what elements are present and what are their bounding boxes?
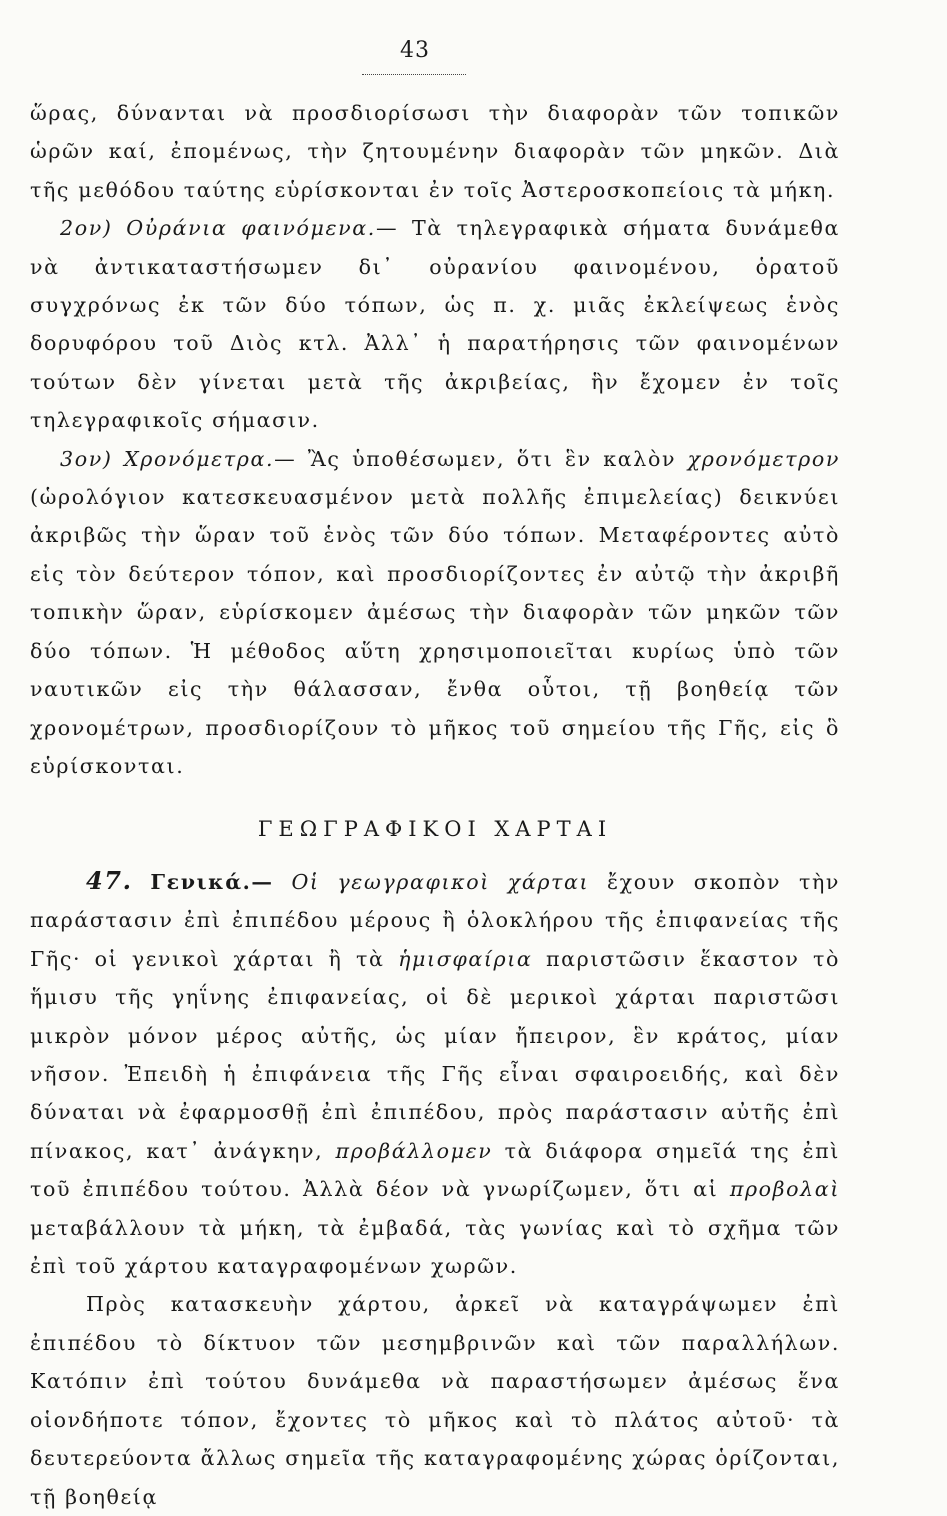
general-text-d: τὰ διάφορα σημεῖά της ἐπὶ τοῦ ἐπιπέδου τούτου. Ἀλλὰ δέον νὰ γνωρίζωμεν, ὅτι αἱ <box>30 1138 840 1202</box>
paragraph-celestial-phenomena <box>30 209 840 439</box>
projections-term: προβολαὶ <box>729 1177 840 1202</box>
paragraph-map-construction: Πρὸς κατασκευὴν χάρτου, ἀρκεῖ νὰ καταγράψωμεν ἐπὶ ἐπιπέδου τὸ δίκτυον τῶν μεσημβρινῶν καὶ τῶν παραλλήλων. Κατόπιν ἐπὶ τούτου δυνάμεθα νὰ παραστήσωμεν ἀμέσως ἕνα οἱονδήποτε τόπον, ἔχοντες τὸ μῆκος καὶ τὸ πλάτος αὐτοῦ· τὰ δευτερεύοντα ἄλλως σημεῖα τῆς καταγραφομένης χώρας ὁρίζονται, τῇ βοηθείᾳ <box>30 1292 840 1509</box>
general-text-c: παριστῶσιν ἕκαστον τὸ ἥμισυ τῆς γηΐνης ἐπιφανείας, οἱ δὲ μερικοὶ χάρται παριστῶσι μικρὸν μόνον μέρος αὐτῆς, ὡς μίαν ἤπειρον, ἓν κράτος, μίαν νῆσον. Ἐπειδὴ ἡ ἐπιφάνεια τῆς Γῆς εἶναι σφαιροειδής, καὶ δὲν δύναται νὰ ἐφαρμοσθῇ ἐπὶ ἐπιπέδου, πρὸς παράστασιν αὐτῆς ἐπὶ πίνακος, κατ᾽ ἀνάγκην, <box>30 946 840 1163</box>
paragraph-title: Γενικά.— <box>150 870 274 894</box>
general-text-b: ἔχουν σκοπὸν τὴν παράστασιν ἐπὶ ἐπιπέδου μέρους ἢ ὁλοκλήρου τῆς ἐπιφανείας τῆς Γῆς· οἱ γενικοὶ χάρται ἢ τὰ <box>30 870 841 971</box>
celestial-phenomena-text: — Τὰ τηλεγραφικὰ σήματα δυνάμεθα νὰ ἀντικαταστήσωμεν δι᾽ οὐρανίου φαινομένου, ὁρατοῦ συγχρόνως ἐκ τῶν δύο τόπων, ὡς π. χ. μιᾶς ἐκλείψεως ἑνὸς δορυφόρου τοῦ Διὸς κτλ. Ἀλλ᾽ ἡ παρατήρησις τῶν φαινομένων τούτων δὲν γίνεται μετὰ τῆς ἀκριβείας, ἣν ἔχομεν ἐν τοῖς τηλεγραφικοῖς σήμασιν. <box>30 216 841 433</box>
project-term: προβάλλομεν <box>335 1138 493 1163</box>
paragraph-telegraph-method: ὥρας, δύνανται νὰ προσδιορίσωσι τὴν διαφορὰν τῶν τοπικῶν ὡρῶν καί, ἐπομένως, τὴν ζητουμένην διαφορὰν τῶν μηκῶν. Διὰ τῆς μεθόδου ταύτης εὑρίσκονται ἐν τοῖς Ἀστεροσκοπείοις τὰ μήκη. <box>30 101 840 202</box>
chronometers-text-b: (ὡρολόγιον κατεσκευασμένον μετὰ πολλῆς ἐπιμελείας) δεικνύει ἀκριβῶς τὴν ὥραν τοῦ ἑνὸς τῶν δύο τόπων. Μεταφέροντες αὐτὸ εἰς τὸν δεύτερον τόπον, καὶ προσδιορίζοντες ἐν αὐτῷ τὴν ἀκριβῆ τοπικὴν ὥραν, εὑρίσκομεν ἀμέσως τὴν διαφορὰν τῶν μηκῶν τῶν δύο τόπων. Ἡ μέθοδος αὕτη χρησιμοποιεῖται κυρίως ὑπὸ τῶν ναυτικῶν εἰς τὴν θάλασσαν, ἔνθα οὗτοι, τῇ βοηθείᾳ τῶν χρονομέτρων, προσδιορίζουν τὸ μῆκος τοῦ σημείου τῆς Γῆς, εἰς ὃ εὑρίσκονται. <box>30 485 840 778</box>
chronometers-text-a: — Ἂς ὑποθέσωμεν, ὅτι ἓν καλὸν <box>274 446 688 471</box>
celestial-phenomena-label: 2ον) Οὐράνια φαινόμενα. <box>60 216 376 241</box>
chronometers-label: 3ον) Χρονόμετρα. <box>60 446 275 471</box>
section-heading-geographic-maps: ΓΕΩΓΡΑΦΙΚΟΙ ΧΑΡΤΑΙ <box>257 817 613 842</box>
paragraph-chronometers <box>30 440 840 786</box>
paragraph-general <box>30 862 840 1285</box>
page-number: 43 <box>400 38 430 63</box>
page-number-rule <box>362 74 466 75</box>
geographic-maps-term: Οἱ γεωγραφικοὶ χάρται <box>291 870 590 894</box>
paragraph-number: 47. <box>86 866 133 895</box>
body-text-upper <box>30 94 840 785</box>
body-text-lower <box>30 862 840 1516</box>
general-text-e: μεταβάλλουν τὰ μήκη, τὰ ἐμβαδά, τὰς γωνίας καὶ τὸ σχῆμα τῶν ἐπὶ τοῦ χάρτου καταγραφομένων χωρῶν. <box>30 1215 840 1279</box>
chronometer-term: χρονόμετρον <box>687 446 840 471</box>
hemispheres-term: ἡμισφαίρια <box>398 946 533 971</box>
